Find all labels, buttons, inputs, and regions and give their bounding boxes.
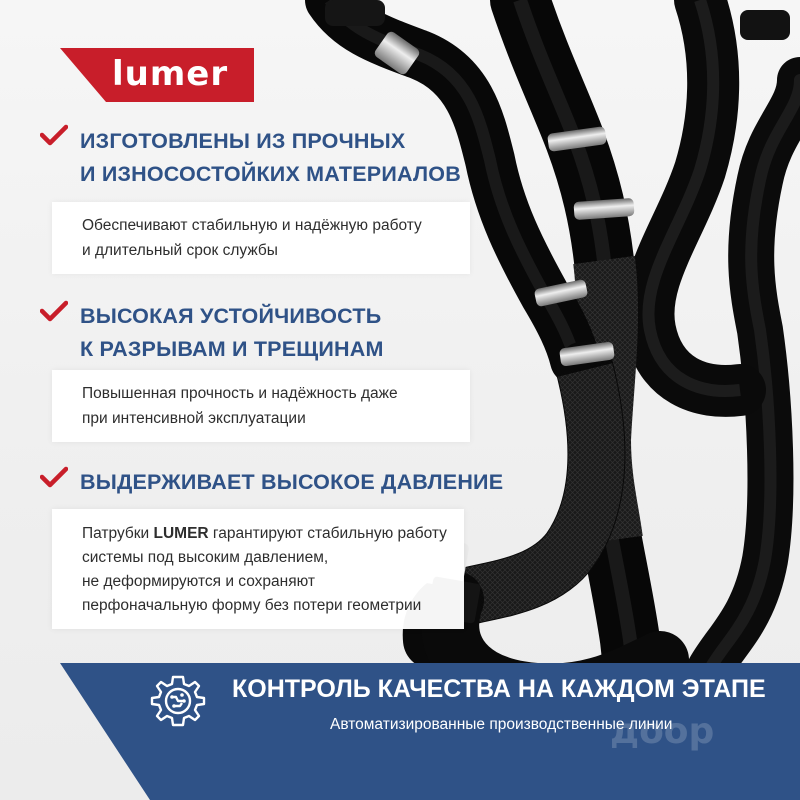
feature-1-description-line-1: Обеспечивают стабильную и надёжную работу — [82, 217, 422, 234]
feature-1-heading-line-1: ИЗГОТОВЛЕНЫ ИЗ ПРОЧНЫХ — [80, 129, 406, 153]
watermark: доор — [610, 711, 715, 752]
feature-1-description-panel — [52, 202, 470, 274]
gear-circuit-icon — [143, 671, 213, 741]
brand-logo — [60, 48, 254, 102]
feature-2-description-line-1: Повышенная прочность и надёжность даже — [82, 385, 398, 402]
checkmark-icon — [40, 300, 68, 322]
feature-3-description-line-4: перфоначальную форму без потери геометрии — [82, 597, 422, 614]
feature-2-heading-line-2: К РАЗРЫВАМ И ТРЕЩИНАМ — [80, 337, 384, 361]
feature-2-heading-line-1: ВЫСОКАЯ УСТОЙЧИВОСТЬ — [80, 304, 382, 328]
feature-1-heading-line-2: И ИЗНОСОСТОЙКИХ МАТЕРИАЛОВ — [80, 162, 461, 186]
footer-subtitle: Автоматизированные производственные линии — [330, 716, 673, 733]
brand-name-inline: LUMER — [153, 525, 209, 542]
brand-logo-text: lumer — [112, 54, 229, 94]
feature-2-description-line-2: при интенсивной эксплуатации — [82, 410, 306, 427]
feature-3-description-line-3: не деформируются и сохраняют — [82, 573, 315, 590]
feature-3-heading: ВЫДЕРЖИВАЕТ ВЫСОКОЕ ДАВЛЕНИЕ — [80, 470, 504, 494]
footer-title: КОНТРОЛЬ КАЧЕСТВА НА КАЖДОМ ЭТАПЕ — [232, 675, 766, 703]
checkmark-icon — [40, 124, 68, 146]
feature-2-description-panel — [52, 370, 470, 442]
feature-3-description-line-2: системы под высоким давлением, — [82, 549, 329, 566]
feature-1-description-line-2: и длительный срок службы — [82, 242, 278, 259]
feature-3-description-panel — [52, 509, 464, 629]
checkmark-icon — [40, 466, 68, 488]
feature-3-description-line-1: Патрубки LUMER гарантируют стабильную работу — [82, 525, 447, 542]
